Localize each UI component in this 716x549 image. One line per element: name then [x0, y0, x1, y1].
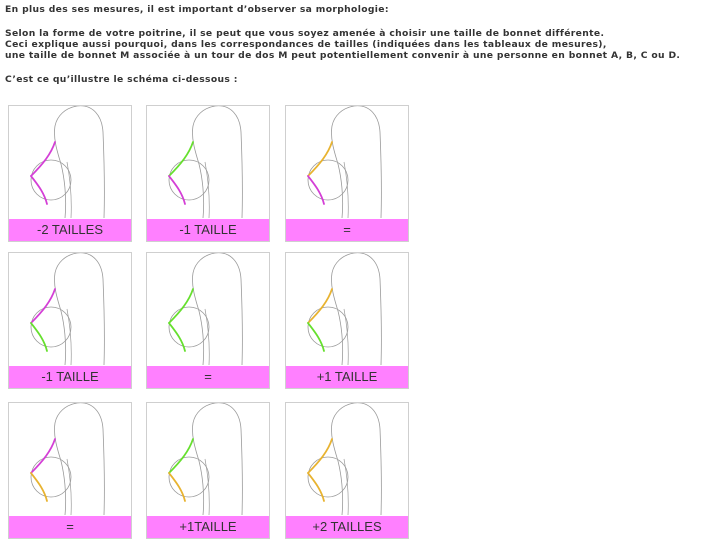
- inner-contour: [67, 162, 71, 218]
- intro-line-3: Ceci explique aussi pourquoi, dans les correspondances de tailles (indiquées dans les tableaux de mesures),: [5, 39, 607, 50]
- morphology-diagram-3: [286, 106, 408, 218]
- size-label-4: -1 TAILLE: [9, 366, 131, 388]
- morphology-diagram-7: [9, 403, 131, 515]
- size-label-1: -2 TAILLES: [9, 219, 131, 241]
- breast-outline: [31, 160, 71, 200]
- upper-cup-curve: [169, 439, 193, 473]
- inner-contour: [67, 459, 71, 515]
- morphology-card-9: [285, 402, 409, 539]
- intro-line-1: En plus des ses mesures, il est important d’observer sa morphologie:: [5, 4, 389, 15]
- breast-outline: [31, 457, 71, 497]
- body-outline: [54, 403, 104, 515]
- size-label-9: +2 TAILLES: [286, 516, 408, 538]
- intro-line-5: C’est ce qu’illustre le schéma ci-dessous :: [5, 74, 238, 85]
- morphology-diagram-4: [9, 253, 131, 365]
- morphology-card-8: [146, 402, 270, 539]
- morphology-card-5: [146, 252, 270, 389]
- upper-cup-curve: [169, 142, 193, 176]
- morphology-card-7: [8, 402, 132, 539]
- size-label-8: +1TAILLE: [147, 516, 269, 538]
- body-outline: [192, 253, 242, 365]
- morphology-card-4: [8, 252, 132, 389]
- morphology-card-1: [8, 105, 132, 242]
- breast-outline: [169, 307, 209, 347]
- morphology-diagram-6: [286, 253, 408, 365]
- size-label-2: -1 TAILLE: [147, 219, 269, 241]
- inner-contour: [67, 309, 71, 365]
- upper-cup-curve: [31, 289, 55, 323]
- morphology-diagram-9: [286, 403, 408, 515]
- size-label-5: =: [147, 366, 269, 388]
- morphology-diagram-2: [147, 106, 269, 218]
- upper-cup-curve: [308, 289, 332, 323]
- body-outline: [331, 253, 381, 365]
- body-outline: [192, 106, 242, 218]
- breast-outline: [169, 457, 209, 497]
- breast-outline: [308, 457, 348, 497]
- upper-cup-curve: [31, 439, 55, 473]
- upper-cup-curve: [31, 142, 55, 176]
- size-label-3: =: [286, 219, 408, 241]
- intro-line-2: Selon la forme de votre poitrine, il se peut que vous soyez amenée à choisir une taille de bonnet différente.: [5, 28, 605, 39]
- breast-outline: [308, 160, 348, 200]
- upper-cup-curve: [308, 439, 332, 473]
- body-outline: [54, 253, 104, 365]
- body-outline: [192, 403, 242, 515]
- upper-cup-curve: [308, 142, 332, 176]
- inner-contour: [344, 459, 348, 515]
- intro-line-4: une taille de bonnet M associée à un tour de dos M peut potentiellement convenir à une personne en bonnet A, B, C ou D.: [5, 50, 681, 61]
- body-outline: [331, 403, 381, 515]
- breast-outline: [308, 307, 348, 347]
- morphology-diagram-8: [147, 403, 269, 515]
- body-outline: [54, 106, 104, 218]
- size-label-7: =: [9, 516, 131, 538]
- inner-contour: [344, 162, 348, 218]
- morphology-diagram-1: [9, 106, 131, 218]
- body-outline: [331, 106, 381, 218]
- morphology-card-6: [285, 252, 409, 389]
- upper-cup-curve: [169, 289, 193, 323]
- inner-contour: [205, 459, 209, 515]
- breast-outline: [169, 160, 209, 200]
- morphology-card-2: [146, 105, 270, 242]
- morphology-diagram-5: [147, 253, 269, 365]
- inner-contour: [205, 309, 209, 365]
- size-label-6: +1 TAILLE: [286, 366, 408, 388]
- breast-outline: [31, 307, 71, 347]
- inner-contour: [344, 309, 348, 365]
- inner-contour: [205, 162, 209, 218]
- morphology-card-3: [285, 105, 409, 242]
